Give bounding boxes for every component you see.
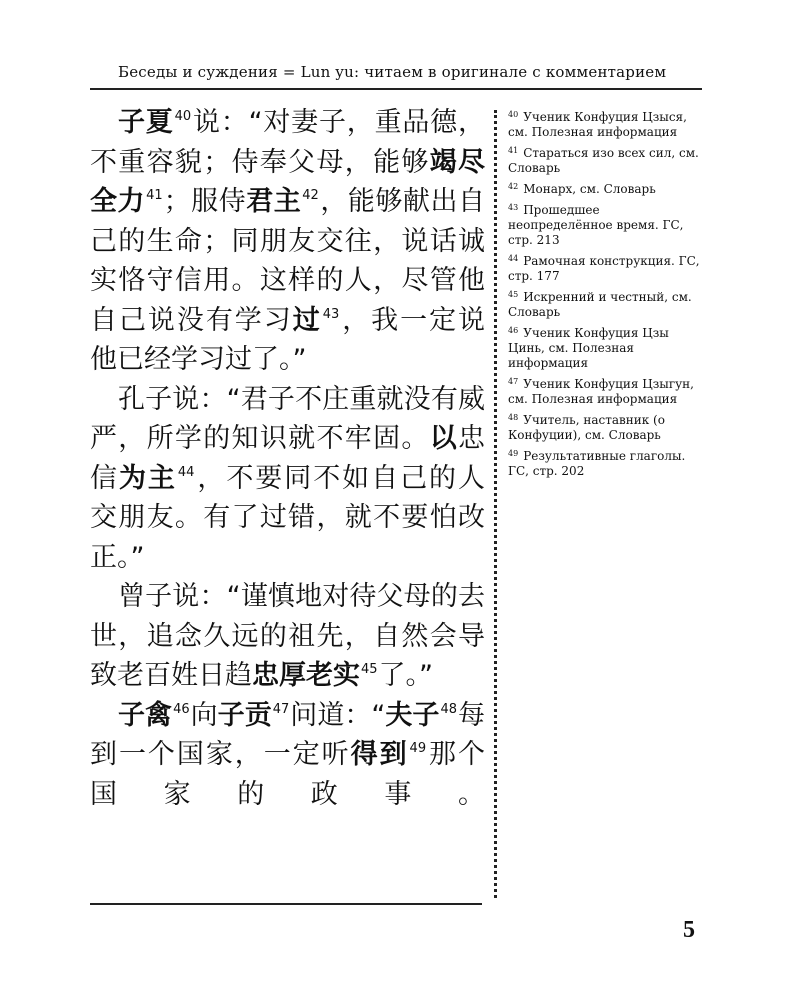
footnote-text: Прошедшее неопределённое время. ГС, стр. 213 (508, 203, 684, 247)
text-run: ，不要同不如自己的人交朋友。有了过错，就不要怕改正。” (90, 462, 486, 573)
bold-term: 夫子 (385, 699, 440, 731)
text-run: 忠信 (90, 423, 486, 494)
footnote-number: 45 (508, 290, 519, 299)
text-run: 曾子说：“谨慎地对待父母的去世，追念久远的祖先，自然会导致老百姓日趋 (90, 581, 485, 691)
bold-term: 君主 (246, 186, 302, 217)
footnote-number: 48 (508, 413, 519, 422)
footnote-text: Монарх, см. Словарь (523, 182, 656, 196)
footnote (508, 146, 702, 176)
footnote (508, 326, 702, 371)
footnote-number: 42 (508, 182, 519, 191)
footnote-ref: 49 (409, 741, 427, 756)
footnote-number: 43 (508, 203, 519, 212)
footnote (508, 290, 702, 320)
footnote-number: 47 (508, 377, 519, 386)
paragraph (90, 696, 485, 815)
text-run: 孔子说：“君子不庄重就没有威严，所学的知识就不牢固。 (90, 383, 485, 454)
footnote-ref: 43 (322, 306, 340, 322)
bold-term: 以 (429, 423, 459, 454)
footnote (508, 182, 702, 197)
footnote (508, 254, 702, 284)
footnote-number: 46 (508, 326, 519, 335)
footnote-number: 41 (508, 146, 519, 155)
running-header: Беседы и суждения = Lun yu: читаем в оригинале с комментарием (118, 63, 667, 81)
footnote-text: Результативные глаголы. ГС, стр. 202 (508, 449, 686, 478)
text-run: ；服侍 (163, 186, 247, 217)
text-run: 了。” (378, 660, 434, 691)
footnote-ref: 48 (440, 701, 457, 717)
footnote-number: 44 (508, 254, 519, 263)
paragraph (90, 577, 485, 696)
footnote-ref: 45 (361, 662, 378, 677)
text-run: 那个国家的政事。 (90, 739, 486, 810)
footnote-text: Стараться изо всех сил, см. Словарь (508, 146, 699, 175)
text-run: 向 (190, 699, 218, 731)
bold-term: 过 (292, 304, 322, 336)
footnote-number: 49 (508, 449, 519, 458)
bold-term: 忠厚老实 (252, 660, 360, 691)
bold-term: 为主 (118, 462, 177, 494)
bold-term: 子贡 (217, 699, 272, 731)
text-run: 问道：“ (290, 699, 386, 731)
footnote-text: Ученик Конфуция Цзы Цинь, см. Полезная информация (508, 326, 669, 370)
footnote-ref: 44 (177, 464, 195, 480)
paragraph (90, 380, 485, 578)
footnote-ref: 40 (174, 109, 192, 124)
footnote-number: 40 (508, 110, 519, 119)
footnote (508, 203, 702, 248)
header-rule (90, 88, 702, 90)
footnote-text: Искренний и честный, см. Словарь (508, 290, 692, 319)
footnotes-column (508, 110, 702, 485)
footnote (508, 449, 702, 479)
text-run: 每到一个国家，一定听 (90, 699, 486, 770)
footnote-text: Учитель, наставник (о Конфуции), см. Словарь (508, 413, 665, 442)
footnote-text: Ученик Конфуция Цзыся, см. Полезная информация (508, 110, 687, 139)
page-number: 5 (683, 917, 695, 943)
footnote-ref: 42 (302, 188, 319, 203)
text-run: 说：“对妻子，重品德，不重容貌；侍奉父母，能够 (90, 107, 485, 178)
footnote-text: Ученик Конфуция Цзыгун, см. Полезная информация (508, 377, 694, 406)
footnote-ref: 47 (272, 701, 290, 717)
footnote-ref: 46 (173, 701, 190, 717)
footnote (508, 413, 702, 443)
column-separator (494, 110, 497, 898)
bold-term: 得到 (350, 739, 409, 770)
bold-term: 子夏 (118, 107, 174, 138)
text-run: ，我一定说他已经学习过了。” (90, 304, 486, 375)
main-text-column (90, 103, 485, 814)
footnote-ref: 41 (146, 188, 163, 203)
footnote (508, 110, 702, 140)
text-run: ，能够献出自己的生命；同朋友交往，说话诚实恪守信用。这样的人，尽管他自己说没有学习 (90, 186, 485, 336)
footnote-text: Рамочная конструкция. ГС, стр. 177 (508, 254, 700, 283)
footnote (508, 377, 702, 407)
paragraph (90, 103, 485, 380)
bold-term: 竭尽全力 (90, 146, 486, 217)
bold-term: 子禽 (118, 699, 173, 731)
bottom-rule (90, 903, 482, 905)
